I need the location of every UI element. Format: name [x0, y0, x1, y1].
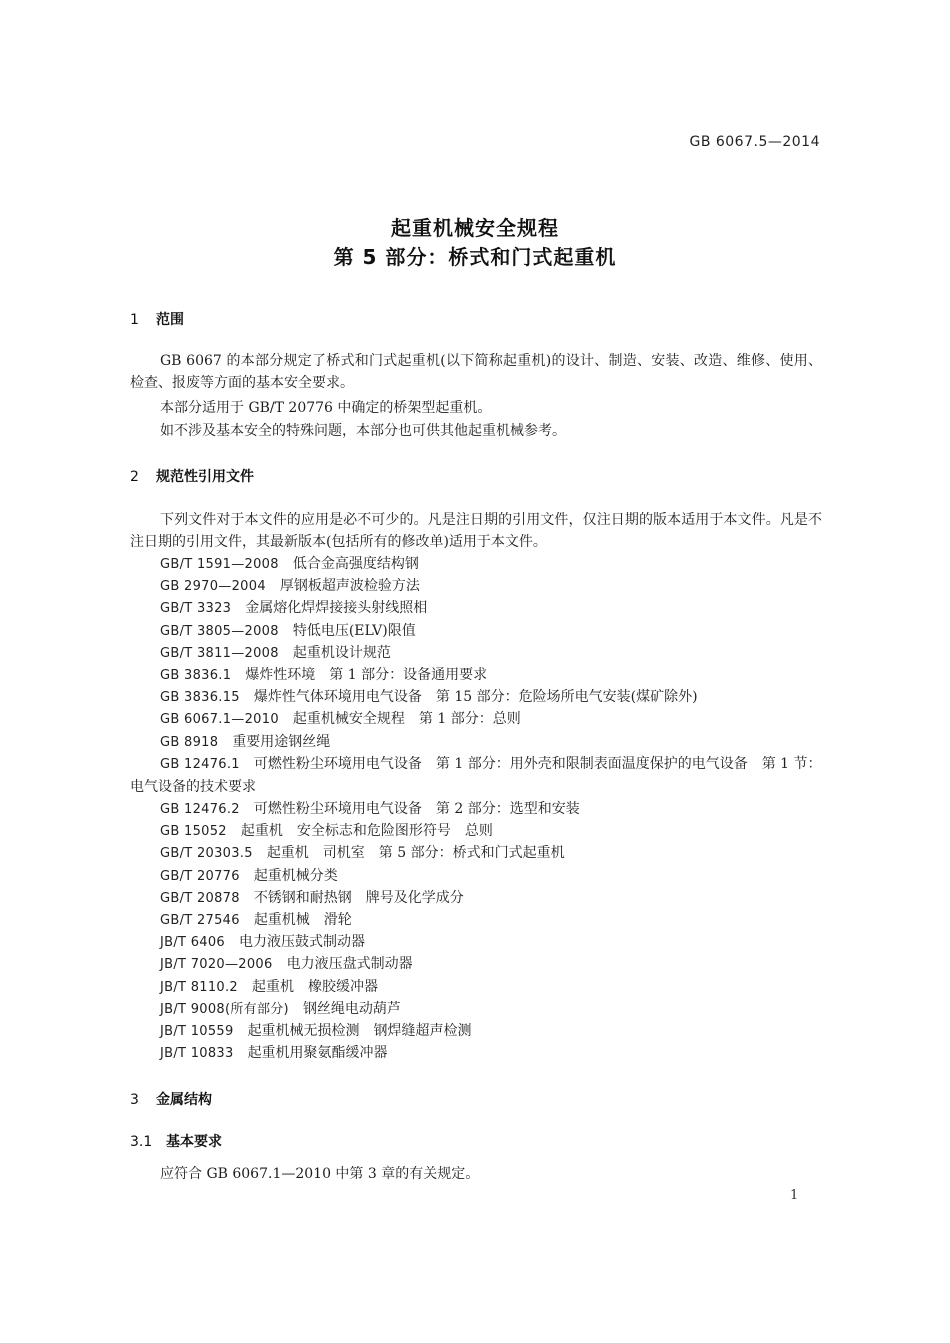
reference-item: [130, 842, 822, 864]
reference-title: 起重机 司机室 第 5 部分：桥式和门式起重机: [266, 845, 565, 862]
reference-code: JB/T 10833: [160, 1046, 234, 1062]
reference-item: [130, 642, 822, 664]
reference-item: [130, 998, 822, 1020]
reference-title: 起重机械分类: [253, 867, 338, 884]
reference-title: 低合金高强度结构钢: [292, 556, 419, 572]
reference-title: 起重机械 滑轮: [253, 912, 352, 929]
reference-item: [130, 553, 822, 575]
section-title: 金属结构: [156, 1092, 212, 1108]
subsection-3-1-text: 应符合 GB 6067.1—2010 中第 3 章的有关规定。: [160, 1166, 480, 1182]
reference-code: GB 6067.1—2010: [160, 712, 279, 728]
reference-code: GB 12476.1: [160, 756, 240, 772]
reference-title: 金属熔化焊焊接接头射线照相: [245, 600, 428, 617]
reference-item: [130, 798, 822, 820]
reference-code: GB 15052: [160, 824, 227, 840]
document-title: 起重机械安全规程: [391, 216, 559, 240]
reference-item: [130, 664, 822, 686]
reference-item: [130, 820, 822, 842]
section-number: 3: [130, 1092, 139, 1108]
section-title: 范围: [156, 312, 184, 328]
reference-code: GB/T 20776: [160, 868, 240, 884]
reference-title: 起重机 橡胶缓冲器: [252, 978, 378, 995]
reference-item: [130, 887, 822, 909]
reference-code: GB/T 3805—2008: [160, 623, 279, 639]
reference-item: [130, 575, 822, 597]
reference-code: GB/T 3323: [160, 601, 232, 617]
reference-code: GB 2970—2004: [160, 579, 266, 595]
reference-code: GB 3836.1: [160, 667, 232, 683]
reference-code: GB/T 1591—2008: [160, 557, 279, 572]
reference-item: [130, 1042, 822, 1064]
subsection-3-1-heading: [130, 1131, 222, 1151]
reference-item: [130, 620, 822, 642]
reference-code: JB/T 6406: [160, 935, 225, 951]
page-number: 1: [790, 1188, 799, 1203]
section-2-intro: 下列文件对于本文件的应用是必不可少的。凡是注日期的引用文件，仅注日期的版本适用于本文件。凡是不注日期的引用文件，其最新版本(包括所有的修改单)适用于本文件。: [130, 512, 822, 550]
reference-title: 起重机 安全标志和危险图形符号 总则: [240, 823, 493, 840]
reference-code: JB/T 10559: [160, 1023, 234, 1039]
reference-code: JB/T 8110.2: [160, 979, 238, 995]
reference-code: GB 12476.2: [160, 802, 240, 818]
reference-title: 钢丝绳电动葫芦: [302, 1000, 401, 1017]
reference-title: 特低电压(ELV)限值: [292, 622, 416, 639]
reference-title: 起重机械安全规程 第 1 部分：总则: [292, 711, 521, 728]
reference-title: 电力液压盘式制动器: [286, 956, 413, 973]
reference-code: JB/T 7020—2006: [160, 957, 273, 973]
section-1-paragraph-3: 如不涉及基本安全的特殊问题，本部分也可供其他起重机械参考。: [160, 423, 566, 439]
section-1-paragraph-1: GB 6067 的本部分规定了桥式和门式起重机(以下简称起重机)的设计、制造、安装、改造、维修、使用、检查、报废等方面的基本安全要求。: [130, 353, 822, 391]
document-subtitle: 第 5 部分：桥式和门式起重机: [333, 245, 617, 269]
section-3-heading: [130, 1089, 212, 1109]
reference-item: [130, 865, 822, 887]
section-number: 2: [130, 469, 139, 485]
reference-item: [130, 731, 822, 753]
reference-title: 爆炸性气体环境用电气设备 第 15 部分：危险场所电气安装(煤矿除外): [253, 689, 698, 706]
reference-title: 重要用途钢丝绳: [232, 733, 331, 750]
reference-title: 可燃性粉尘环境用电气设备 第 1 部分：用外壳和限制表面温度保护的电气设备 第 1 节：电气设备的技术要求: [130, 755, 822, 795]
reference-item: [130, 953, 822, 975]
reference-item: [130, 1020, 822, 1042]
reference-item: [130, 931, 822, 953]
reference-title: 可燃性粉尘环境用电气设备 第 2 部分：选型和安装: [253, 801, 580, 818]
reference-code: JB/T 9008(所有部分): [160, 1001, 289, 1017]
reference-title: 起重机用聚氨酯缓冲器: [247, 1045, 388, 1062]
reference-item: [130, 708, 822, 730]
reference-title: 不锈钢和耐热钢 牌号及化学成分: [253, 889, 464, 906]
reference-list: [130, 553, 822, 1064]
section-1-paragraph-2: 本部分适用于 GB/T 20776 中确定的桥架型起重机。: [160, 400, 492, 416]
reference-code: GB/T 20303.5: [160, 846, 253, 862]
section-1-heading: [130, 309, 184, 329]
standard-code: GB 6067.5—2014: [689, 134, 820, 150]
reference-title: 厚钢板超声波检验方法: [279, 578, 420, 595]
section-2-heading: [130, 466, 254, 486]
reference-item: [130, 753, 822, 798]
reference-title: 起重机械无损检测 钢焊缝超声检测: [247, 1022, 472, 1039]
subsection-number: 3.1: [130, 1134, 153, 1150]
reference-code: GB/T 20878: [160, 890, 240, 906]
reference-item: [130, 976, 822, 998]
reference-code: GB/T 3811—2008: [160, 645, 279, 661]
reference-code: GB/T 27546: [160, 913, 240, 929]
reference-code: GB 3836.15: [160, 690, 240, 706]
subsection-title: 基本要求: [166, 1134, 222, 1150]
section-title: 规范性引用文件: [156, 469, 254, 485]
reference-item: [130, 686, 822, 708]
reference-title: 电力液压鼓式制动器: [239, 934, 365, 951]
reference-title: 起重机设计规范: [292, 644, 391, 661]
reference-title: 爆炸性环境 第 1 部分：设备通用要求: [245, 666, 488, 683]
reference-item: [130, 909, 822, 931]
section-number: 1: [130, 312, 139, 328]
reference-item: [130, 597, 822, 619]
reference-code: GB 8918: [160, 734, 219, 750]
